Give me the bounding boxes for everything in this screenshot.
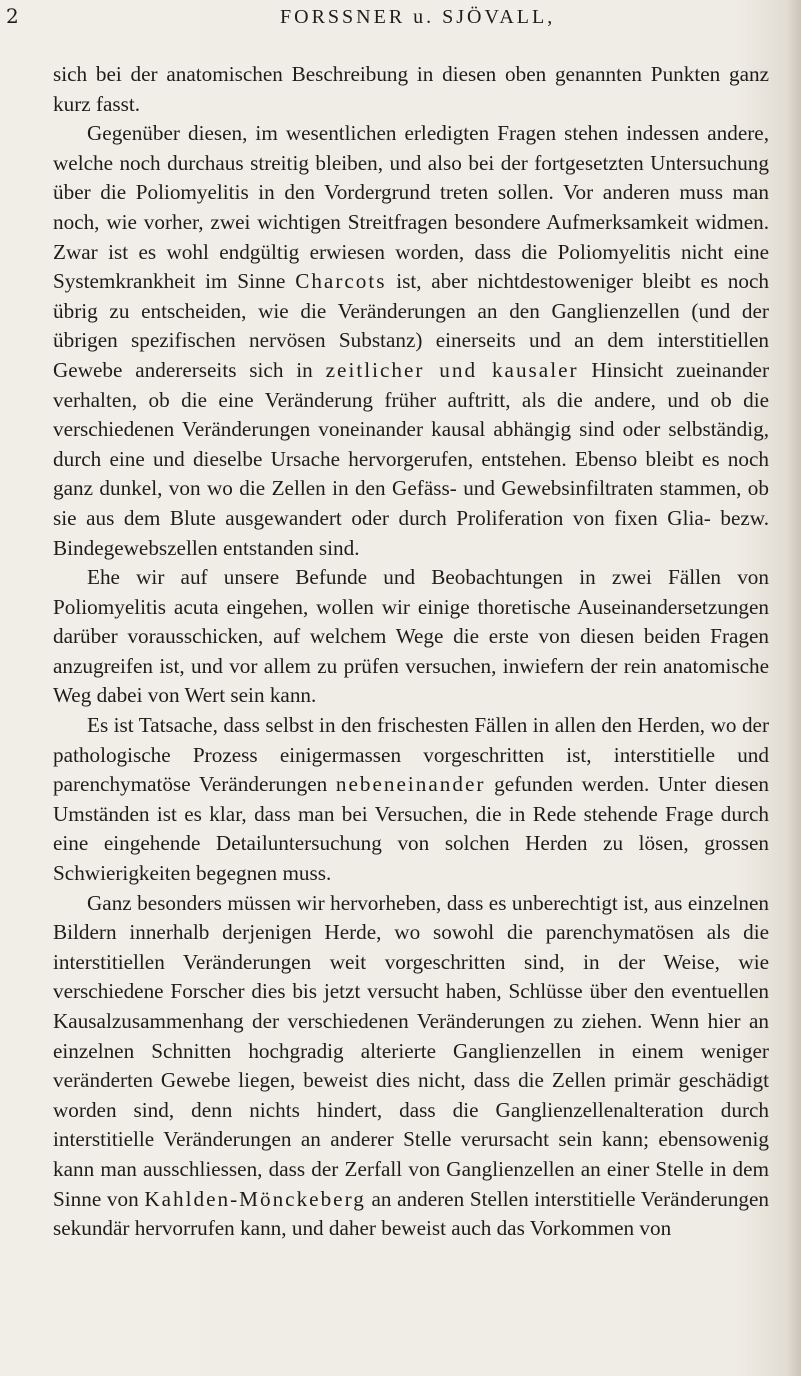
page-header — [0, 4, 801, 44]
text-run: ist, aber nichtdestoweniger bleibt es noch übrig zu entscheiden, wie die Veränderungen an den Ganglienzellen (und der übrigen spezifischen nervösen Substanz) einerseits und an dem interstitiellen Gewebe andererseits sich in — [53, 269, 769, 382]
paragraph — [53, 889, 769, 1244]
body-text — [53, 60, 769, 1244]
emphasized-name: Charcots — [295, 269, 387, 294]
page-number: 2 — [6, 4, 20, 28]
text-run: Gegenüber diesen, im wesentlichen erledigten Fragen stehen indessen andere, welche noch durchaus streitig bleiben, und also bei der fortgesetzten Untersuchung über die Poliomyelitis in den Vordergrund treten sollen. Vor anderen muss man noch, wie vorher, zwei wichtigen Streitfragen besondere Aufmerksamkeit widmen. Zwar ist es wohl endgültig erwiesen worden, dass die Poliomyelitis nicht eine Systemkrankheit im Sinne — [53, 121, 769, 294]
running-head: FORSSNER u. SJÖVALL, — [280, 6, 556, 28]
emphasized-name: nebeneinander — [335, 772, 486, 797]
paragraph — [53, 711, 769, 889]
paragraph — [53, 60, 769, 119]
emphasized-name: zeitlicher und kausaler — [325, 357, 579, 382]
text-run: Ganz besonders müssen wir hervorheben, dass es unberechtigt ist, aus einzelnen Bildern innerhalb derjenigen Herde, wo sowohl die parenchymatösen als die interstitiellen Veränderungen weit vorgeschritten sind, in der Weise, wie verschiedene Forscher dies bis jetzt versucht haben, Schlüsse über den eventuellen Kausalzusammenhang der verschiedenen Veränderungen zu ziehen. Wenn hier an einzelnen Schnitten hochgradig alterierte Ganglienzellen in einem weniger veränderten Gewebe liegen, beweist dies nicht, dass die Zellen primär geschädigt worden sind, denn nichts hindert, dass die Ganglienzellenalteration durch interstitielle Veränderungen an anderer Stelle verursacht sein kann; ebensowenig kann man ausschliessen, dass der Zerfall von Ganglienzellen an einer Stelle in dem Sinne von — [53, 890, 769, 1211]
text-run: gefunden werden. Unter diesen Umständen ist es klar, dass man bei Versuchen, die in Rede stehende Frage durch eine eingehende Detailuntersuchung von solchen Herden zu lösen, grossen Schwierigkeiten begegnen muss. — [53, 772, 770, 886]
text-run: an anderen Stellen interstitielle Veränderungen sekundär hervorrufen kann, und daher beweist auch das Vorkommen von — [53, 1186, 770, 1241]
text-run: Es ist Tatsache, dass selbst in den frischesten Fällen in allen den Herden, wo der pathologische Prozess einigermassen vorgeschritten ist, interstitielle und parenchymatöse Veränderungen — [53, 713, 769, 797]
paragraph — [53, 563, 769, 711]
text-run: sich bei der anatomischen Beschreibung in diesen oben genannten Punkten ganz kurz fasst. — [53, 62, 769, 116]
text-run: Hinsicht zueinander verhalten, ob die eine Veränderung früher auftritt, als die andere, und ob die verschiedenen Veränderungen voneinander kausal abhängig sind oder selbständig, durch eine und dieselbe Ursache hervorgerufen, entstehen. Ebenso bleibt es noch ganz dunkel, von wo die Zellen in den Gefäss- und Gewebsinfiltraten stammen, ob sie aus dem Blute ausgewandert oder durch Proliferation von fixen Glia- bezw. Bindegewebszellen entstanden sind. — [53, 357, 769, 560]
emphasized-name: Kahlden-Mönckeberg — [144, 1186, 366, 1211]
text-run: Ehe wir auf unsere Befunde und Beobachtungen in zwei Fällen von Poliomyelitis acuta eingehen, wollen wir einige thoretische Auseinandersetzungen darüber vorausschicken, auf welchem Wege die erste von diesen beiden Fragen anzugreifen ist, und vor allem zu prüfen versuchen, inwiefern der rein anatomische Weg dabei von Wert sein kann. — [53, 565, 769, 708]
paragraph — [53, 119, 769, 563]
page-edge-shadow — [787, 0, 801, 1376]
